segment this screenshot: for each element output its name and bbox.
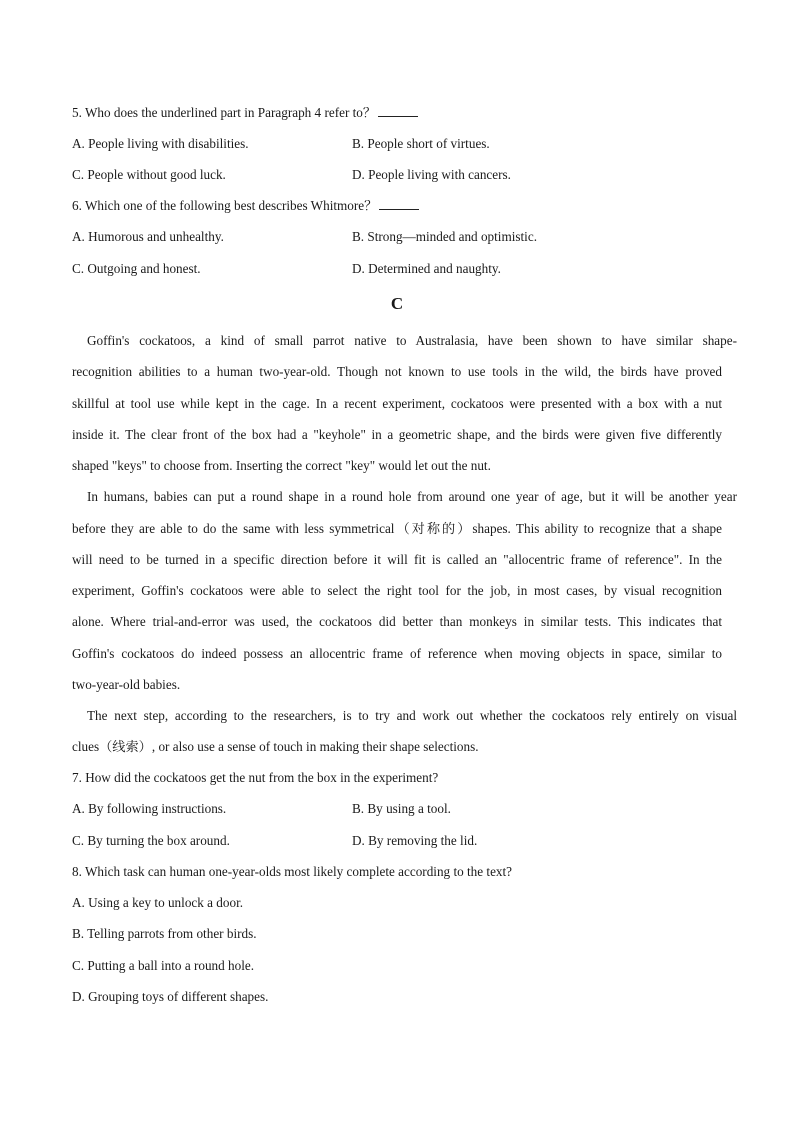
question-8-option-a: A. Using a key to unlock a door. [72, 895, 244, 910]
passage-line: inside it. The clear front of the box had a "keyhole" in a geometric shape, and the birds were given five differently [72, 427, 722, 442]
passage-line: clues（线索）, or also use a sense of touch in making their shape selections. [72, 739, 479, 754]
passage-line: recognition abilities to a human two-year-old. Though not known to use tools in the wild, the birds have proved [72, 364, 722, 379]
passage-line: In humans, babies can put a round shape in a round hole from around one year of age, but it will be another year [87, 489, 737, 504]
question-8-stem: 8. Which task can human one-year-olds most likely complete according to the text? [72, 864, 513, 879]
question-8-option-b: B. Telling parrots from other birds. [72, 926, 257, 941]
question-5-option-a: A. People living with disabilities. [72, 136, 249, 151]
question-6-option-d: D. Determined and naughty. [352, 261, 501, 276]
question-6-option-b: B. Strong—minded and optimistic. [352, 229, 537, 244]
passage-line: two-year-old babies. [72, 677, 181, 692]
question-8-option-c: C. Putting a ball into a round hole. [72, 958, 255, 973]
answer-blank[interactable] [378, 104, 418, 117]
question-7-option-c: C. By turning the box around. [72, 833, 230, 848]
question-5-option-d: D. People living with cancers. [352, 167, 511, 182]
question-8-option-d: D. Grouping toys of different shapes. [72, 989, 269, 1004]
passage-line: Goffin's cockatoos, a kind of small parrot native to Australasia, have been shown to have similar shape- [87, 333, 737, 348]
question-5-stem: 5. Who does the underlined part in Paragraph 4 refer to？ [72, 104, 418, 122]
question-5-option-c: C. People without good luck. [72, 167, 226, 182]
passage-line: Goffin's cockatoos do indeed possess an allocentric frame of reference when moving objects in space, similar to [72, 646, 722, 661]
passage-line: before they are able to do the same with less symmetrical（对称的）shapes. This ability to recognize that a shape [72, 521, 722, 536]
question-7-option-d: D. By removing the lid. [352, 833, 478, 848]
passage-line: experiment, Goffin's cockatoos were able to select the right tool for the job, in most cases, by visual recognition [72, 583, 722, 598]
question-6-stem: 6. Which one of the following best describes Whitmore？ [72, 197, 419, 215]
question-7-option-a: A. By following instructions. [72, 801, 227, 816]
question-7-stem: 7. How did the cockatoos get the nut from the box in the experiment? [72, 770, 439, 785]
passage-line: alone. Where trial-and-error was used, the cockatoos did better than monkeys in similar tests. This indicates that [72, 614, 722, 629]
question-6-option-c: C. Outgoing and honest. [72, 261, 201, 276]
passage-line: shaped "keys" to choose from. Inserting the correct "key" would let out the nut. [72, 458, 491, 473]
passage-line: skillful at tool use while kept in the cage. In a recent experiment, cockatoos were presented with a box with a nut [72, 396, 722, 411]
question-7-option-b: B. By using a tool. [352, 801, 451, 816]
passage-line: will need to be turned in a specific direction before it will fit is called an "allocentric frame of reference". In the [72, 552, 722, 567]
answer-blank[interactable] [379, 197, 419, 210]
section-heading: C [390, 294, 404, 313]
passage-line: The next step, according to the researchers, is to try and work out whether the cockatoos rely entirely on visual [87, 708, 737, 723]
question-6-option-a: A. Humorous and unhealthy. [72, 229, 224, 244]
question-5-option-b: B. People short of virtues. [352, 136, 490, 151]
